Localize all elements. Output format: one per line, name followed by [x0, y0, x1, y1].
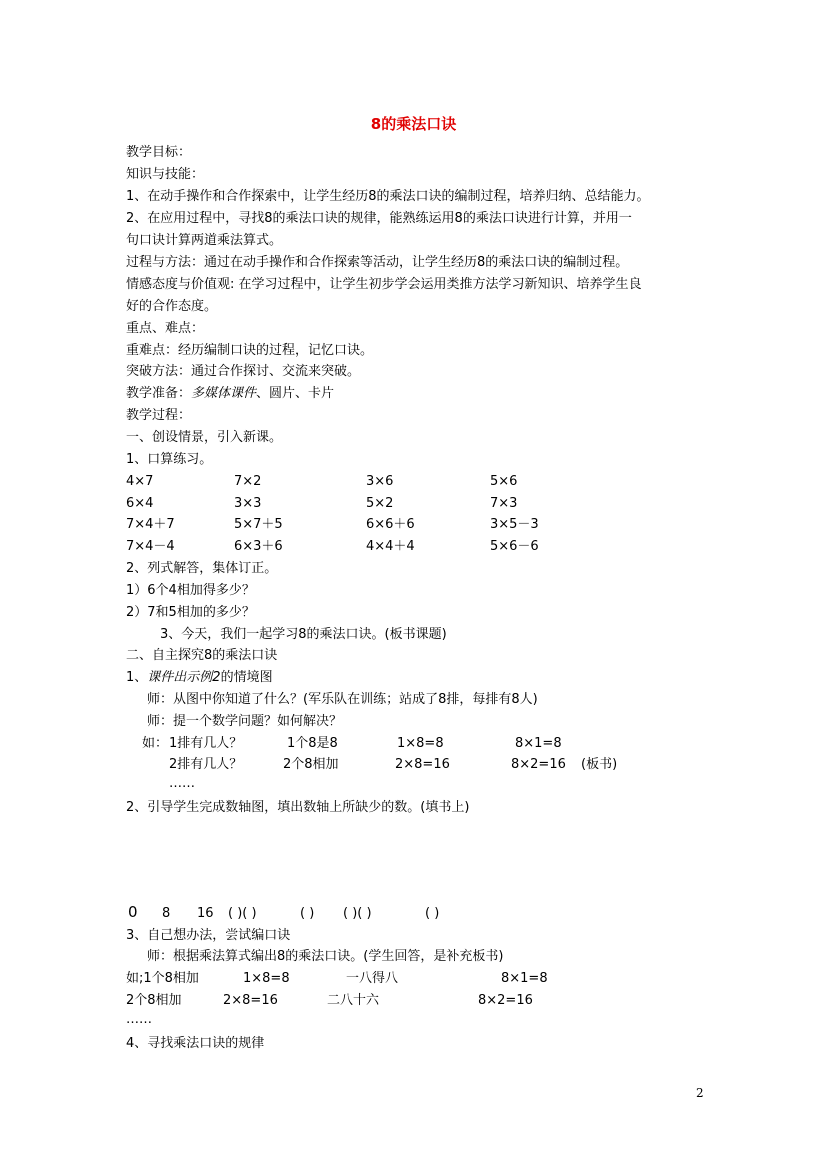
number-line-instruction: 2、引导学生完成数轴图，填出数轴上所缺少的数。(填书上)	[126, 800, 470, 815]
rhyme-phrase: 2个8相加	[126, 993, 182, 1008]
knowledge-item-1: 1、在动手操作和合作探索中，让学生经历8的乘法口诀的编制过程，培养归纳、总结能力。	[126, 189, 650, 204]
word-problem-2: 2）7和5相加的多少？	[126, 605, 255, 620]
grid-cell: 3×6	[366, 474, 394, 489]
rhyme-text: 一八得八	[346, 971, 399, 986]
oral-practice-heading: 1、口算练习。	[126, 452, 213, 467]
document-title: 8的乘法口诀	[370, 115, 457, 133]
grid-cell: 4×7	[126, 474, 154, 489]
teacher-line-1: 师：从图中你知道了什么？(军乐队在训练；站成了8排，每排有8人)	[147, 692, 538, 707]
process-heading: 教学过程：	[126, 408, 192, 423]
grid-cell: 7×2	[234, 474, 262, 489]
page-number: 2	[696, 1086, 704, 1100]
part-one-heading: 一、创设情景，引入新课。	[126, 430, 283, 445]
courseware-example: 课件出示例2	[147, 670, 221, 685]
example-phrase: 1个8是8	[287, 736, 338, 751]
word-problem-heading: 2、列式解答，集体订正。	[126, 561, 278, 576]
grid-cell: 7×4－4	[126, 539, 175, 554]
grid-cell: 6×3＋6	[234, 539, 283, 554]
prep-label: 教学准备：	[126, 386, 192, 401]
grid-cell: 5×2	[366, 496, 394, 511]
number-line-eight: 8	[162, 906, 171, 921]
grid-cell: 7×3	[490, 496, 518, 511]
example-item	[126, 670, 273, 686]
grid-cell: 3×5－3	[490, 517, 539, 532]
example-equation: 8×1=8	[515, 736, 562, 751]
goal-heading: 教学目标：	[126, 145, 192, 160]
grid-cell: 5×6	[490, 474, 518, 489]
example-equation: 8×2=16	[511, 757, 566, 772]
grid-cell: 6×6＋6	[366, 517, 415, 532]
knowledge-item-2-cont: 句口诀计算两道乘法算式。	[126, 233, 283, 248]
process-method: 过程与方法：通过在动手操作和合作探索等活动，让学生经历8的乘法口诀的编制过程。	[126, 255, 629, 270]
grid-cell: 5×6－6	[490, 539, 539, 554]
breakthrough-method: 突破方法：通过合作探讨、交流来突破。	[126, 364, 361, 379]
prep-rest: 、圆片、卡片	[256, 386, 335, 401]
rhyme-equation: 2×8=16	[223, 993, 278, 1008]
teacher-line-2: 师：提一个数学问题？如何解决？	[147, 714, 343, 729]
ellipsis: ……	[169, 776, 195, 791]
ellipsis: ……	[126, 1012, 152, 1027]
word-problem-1: 1）6个4相加得多少？	[126, 583, 255, 598]
example-question: 2排有几人？	[169, 757, 243, 772]
lesson-intro: 3、今天，我们一起学习8的乘法口诀。(板书课题)	[160, 627, 447, 642]
example-label: 如：	[142, 736, 169, 751]
grid-cell: 7×4＋7	[126, 517, 175, 532]
knowledge-item-2: 2、在应用过程中，寻找8的乘法口诀的规律，能熟练运用8的乘法口诀进行计算，并用一	[126, 211, 632, 226]
part-two-heading: 二、自主探究8的乘法口诀	[126, 648, 278, 663]
rhyme-text: 二八十六	[327, 993, 380, 1008]
example-equation: 2×8=16	[395, 757, 450, 772]
number-line-blank: ( )( )	[343, 906, 372, 921]
attitude-line-cont: 好的合作态度。	[126, 299, 218, 314]
item-rest: 的情境图	[220, 670, 273, 685]
grid-cell: 3×3	[234, 496, 262, 511]
teaching-prep	[126, 386, 334, 402]
number-line-blank: ( )( )	[228, 906, 257, 921]
attitude-line: 情感态度与价值观: 在学习过程中，让学生初步学会运用类推方法学习新知识、培养学生良	[126, 277, 642, 292]
example-equation: 1×8=8	[397, 736, 444, 751]
example-question: 1排有几人？	[169, 736, 243, 751]
knowledge-heading: 知识与技能：	[126, 167, 205, 182]
number-line-zero: 0	[128, 903, 138, 921]
grid-cell: 4×4＋4	[366, 539, 415, 554]
rhyme-equation: 8×2=16	[478, 993, 533, 1008]
example-phrase: 2个8相加	[283, 757, 339, 772]
grid-cell: 5×7＋5	[234, 517, 283, 532]
number-line-blank: ( )	[300, 906, 315, 921]
grid-cell: 6×4	[126, 496, 154, 511]
key-heading: 重点、难点：	[126, 321, 205, 336]
find-pattern-heading: 4、寻找乘法口诀的规律	[126, 1036, 265, 1051]
teacher-line-3: 师：根据乘法算式编出8的乘法口诀。(学生回答，是补充板书)	[147, 949, 504, 964]
rhyme-equation: 8×1=8	[501, 971, 548, 986]
try-rhyme-heading: 3、自己想办法，尝试编口诀	[126, 928, 291, 943]
number-line-sixteen: 16	[197, 906, 214, 921]
prep-multimedia: 多媒体课件	[191, 386, 257, 401]
key-difficulty: 重难点：经历编制口诀的过程，记忆口诀。	[126, 343, 374, 358]
item-number: 1、	[126, 670, 148, 685]
rhyme-phrase: 如;1个8相加	[126, 971, 199, 986]
number-line-blank: ( )	[425, 906, 440, 921]
rhyme-equation: 1×8=8	[243, 971, 290, 986]
board-note: (板书)	[581, 757, 618, 772]
